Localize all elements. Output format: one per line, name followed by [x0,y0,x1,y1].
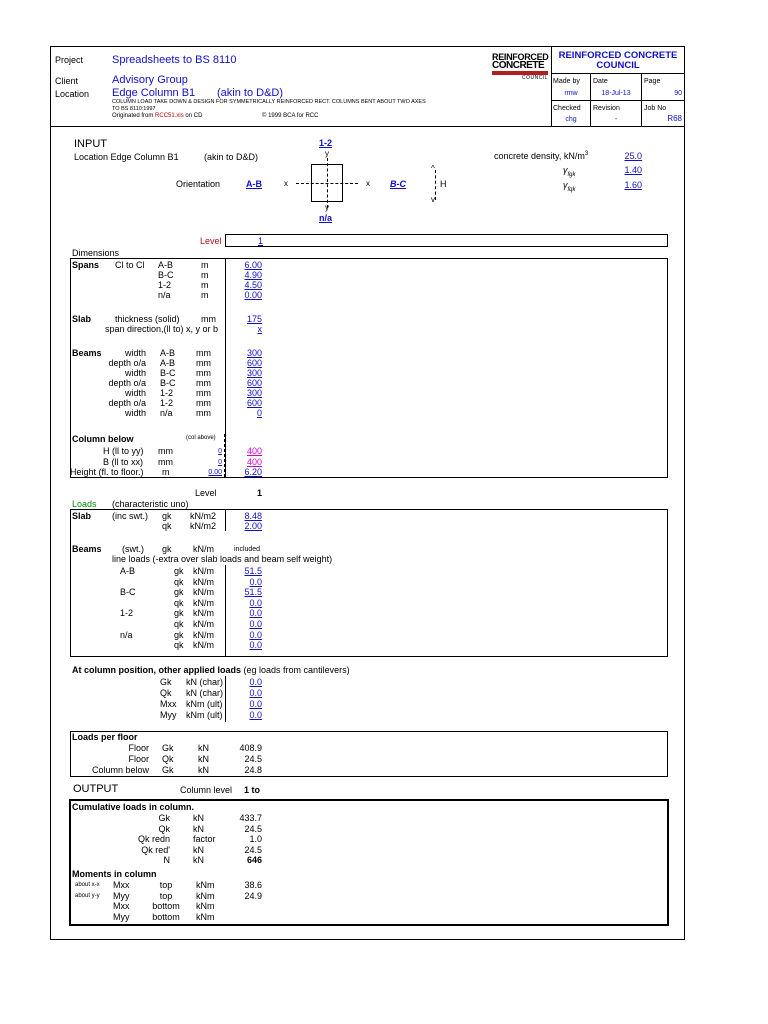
line-load-name: A-B [120,566,136,576]
slab-thickness-label: thickness (solid) [115,314,180,324]
cumulative-unit: factor [193,834,216,844]
beam-desc: depth o/a [108,378,146,388]
cumulative-name: N [163,855,170,865]
date-label: Date [593,78,608,85]
line-load-type: gk [174,629,184,640]
line-load-value[interactable]: 0.0 [249,629,262,640]
slab-direction-value[interactable]: x [257,324,262,334]
line-load-unit: kN/m [193,640,214,651]
loads-divider-bottom [225,565,226,657]
column-height-label: Height (fl. to floor.) [70,467,144,477]
line-load-unit: kN/m [193,629,214,640]
applied-unit: kN (char) [186,688,224,698]
moment-position: bottom [152,901,180,911]
beam-unit: mm [196,388,211,398]
cumulative-unit: kN [193,855,204,865]
line-load-type: qk [174,597,184,608]
line-load-value[interactable]: 0.0 [249,597,262,608]
line-load-type: qk [174,640,184,651]
column-h-label: H (ll to yy) [103,446,144,456]
span-value[interactable]: 6.00 [244,260,262,270]
location-note: (akin to D&D) [217,87,284,99]
loads-level-label: Level [195,488,217,498]
applied-name: Mxx [160,699,177,709]
per-floor-box [70,731,668,777]
line-load-value[interactable]: 0.0 [249,640,262,651]
description-line-1: COLUMN LOAD TAKE DOWN & DESIGN FOR SYMMETRICALLY REINFORCED RECT. COLUMNS BENT ABOUT TWO AXES [112,99,426,105]
beam-desc: width [124,388,146,398]
span-unit: m [201,260,209,270]
beam-value[interactable]: 300 [246,348,262,358]
beam-name: A-B [160,358,176,368]
span-value[interactable]: 4.50 [244,280,262,290]
per-floor-heading: Loads per floor [72,732,138,742]
span-name: A-B [158,260,174,270]
gamma-fqk-label: $\gamma_{fqk}$ [563,180,576,193]
originated-line: Originated from RCC51.xls on CD [112,113,203,119]
applied-value[interactable]: 0.0 [249,710,262,720]
beam-unit: mm [196,408,211,418]
revision-value: - [614,116,618,123]
applied-divider [225,676,226,722]
span-value[interactable]: 4.90 [244,270,262,280]
per-floor-type: Gk [162,743,174,753]
beam-desc: depth o/a [108,398,146,408]
moments-heading: Moments in column [72,869,157,879]
slab-qk-unit: kN/m2 [190,521,217,531]
beam-desc: width [124,368,146,378]
span-value[interactable]: 0.00 [244,290,262,300]
made-by-value: rmw [564,90,578,97]
per-floor-type: Qk [162,754,174,764]
cumulative-unit: kN [193,823,204,834]
slab-qk-label: qk [162,521,172,531]
slab-gk-label: gk [162,511,172,521]
cumulative-name: Gk [158,813,170,823]
span-unit: m [201,270,209,280]
gamma-fgk-value[interactable]: 1.40 [624,165,642,175]
line-load-unit: kN/m [193,566,214,576]
spans-sub: Cl to Cl [115,260,145,270]
logo-line-3: COUNCIL [521,75,548,81]
per-floor-value: 408.9 [239,743,262,753]
line-load-unit: kN/m [193,619,214,629]
rcc-logo [492,53,548,82]
orientation-label: Orientation [176,179,221,189]
moment-about: about x-x [75,882,100,888]
gamma-fgk-label: $\gamma_{fgk}$ [563,165,576,178]
density-label: concrete density, $kN/m^3$ [494,151,589,161]
diagram-x-axis [296,183,358,184]
level-label: Level [200,236,222,246]
applied-unit: kNm (ult) [186,699,223,709]
cumulative-value: 433.7 [239,813,262,823]
moment-position: top [159,890,173,901]
beam-value[interactable]: 0 [256,408,262,418]
slab-qk-value[interactable]: 2.00 [244,521,262,531]
span-unit: m [201,280,209,290]
loads-box [70,509,668,657]
span-unit: m [201,290,209,300]
per-floor-name: Column below [91,765,149,775]
line-load-type: gk [174,566,184,576]
column-b-unit: mm [158,457,173,467]
applied-name: Myy [160,710,177,720]
line-load-value[interactable]: 0.0 [249,608,262,619]
slab-gk-unit: kN/m2 [190,511,217,521]
applied-value[interactable]: 0.0 [249,699,262,709]
beam-value[interactable]: 300 [246,368,262,378]
column-height-value[interactable]: 6.20 [244,467,262,477]
per-floor-unit: kN [198,765,209,775]
line-load-value[interactable]: 0.0 [249,619,262,629]
slab-label: Slab [72,314,92,324]
beam-name: 1-2 [160,398,174,408]
moment-position: top [159,880,173,890]
column-h-above: 0 [218,448,222,455]
loads-level-value: 1 [257,488,263,498]
beam-unit: mm [196,368,211,378]
line-load-unit: kN/m [193,587,214,598]
job-value: R68 [667,114,682,123]
beam-name: B-C [160,368,176,378]
logo-line-1: REINFORCED [492,52,549,62]
line-load-value[interactable]: 0.0 [249,576,262,587]
revision-label: Revision [593,105,620,112]
line-load-type: qk [174,576,184,587]
diagram-y-top: y [325,149,329,158]
column-height-above: 0.00 [208,469,222,476]
line-load-type: gk [174,587,184,598]
beam-value[interactable]: 600 [246,358,262,368]
column-b-value[interactable]: 400 [246,457,262,467]
beam-value[interactable]: 600 [246,398,262,408]
page-label: Page [644,78,661,85]
beams-gk: gk [162,544,172,554]
moment-value: 38.6 [244,880,262,890]
h-dimension-line [435,170,436,200]
level-value[interactable]: 1 [258,236,264,246]
loads-heading-note: (characteristic uno) [112,499,189,509]
diagram-top-label: 1-2 [319,138,333,148]
diagram-right-label: B-C [390,179,406,189]
description-line-2: TO BS 8110:1997 [112,106,156,112]
h-arrow-up-icon: ^ [431,164,435,173]
diagram-y-bottom: y [325,203,329,212]
beam-value[interactable]: 300 [246,388,262,398]
column-above-label: (col above) [186,435,216,441]
input-location: Location Edge Column B1 [74,152,179,162]
dimensions-divider [225,258,226,478]
line-load-value[interactable]: 51.5 [244,587,262,598]
loads-heading: Loads [72,499,97,509]
applied-unit: kNm (ult) [186,710,223,720]
spans-label: Spans [72,260,100,270]
beam-name: B-C [160,378,176,388]
slab-gk-value[interactable]: 8.48 [244,511,262,521]
diagram-left-label: A-B [246,179,262,189]
client-label: Client [55,76,79,86]
info-rule-2 [551,100,685,101]
moment-name: Myy [113,911,130,922]
line-load-type: gk [174,608,184,619]
page-value: 90 [674,90,682,97]
line-load-name: n/a [120,629,133,640]
beam-name: 1-2 [160,388,174,398]
made-by-label: Made by [553,78,580,85]
moment-name: Mxx [113,880,130,890]
slab-thickness-value[interactable]: 175 [246,314,262,324]
per-floor-type: Gk [162,765,174,775]
checked-value: chg [565,116,577,123]
line-load-unit: kN/m [193,597,214,608]
cumulative-value: 646 [246,855,262,865]
per-floor-name: Floor [128,754,149,764]
beam-unit: mm [196,358,211,368]
date-value: 18-Jul-13 [601,90,631,97]
moment-unit: kNm [196,911,215,922]
per-floor-name: Floor [128,743,149,753]
council-title-1: REINFORCED CONCRETE [558,50,678,61]
slab-direction-label: span direction,(ll to) x, y or b [105,324,219,334]
cumulative-name: Qk redn [137,834,170,844]
line-load-unit: kN/m [193,608,214,619]
per-floor-value: 24.5 [244,754,262,764]
copyright: © 1999 BCA for RCC [262,113,319,119]
beam-name: A-B [160,348,176,358]
column-b-label: B (ll to xx) [103,457,144,467]
line-load-type: qk [174,619,184,629]
info-rule-1 [551,73,685,74]
checked-label: Checked [553,105,581,112]
job-label: Job No [644,105,667,112]
beam-value[interactable]: 600 [246,378,262,388]
output-heading: OUTPUT [73,783,119,795]
moment-position: bottom [152,911,180,922]
span-name: B-C [158,270,174,280]
column-height-unit: m [162,467,170,477]
density-value[interactable]: 25.0 [624,151,642,161]
gamma-fqk-value[interactable]: 1.60 [624,180,642,190]
h-arrow-down-icon: v [431,195,435,204]
origin-file: RCC51.xls [155,113,184,119]
applied-value[interactable]: 0.0 [249,677,262,687]
per-floor-unit: kN [198,754,209,764]
per-floor-unit: kN [198,743,209,753]
beam-name: n/a [160,408,173,418]
cumulative-name: Qk red' [141,844,170,855]
diagram-bottom-label: n/a [319,213,333,223]
cumulative-value: 24.5 [244,823,262,834]
beam-unit: mm [196,348,211,358]
moment-unit: kNm [196,880,215,890]
logo-line-2: CONCRETE [492,60,545,71]
input-heading: INPUT [74,138,107,150]
diagram-x-right: x [366,179,370,188]
moment-about: about y-y [75,892,100,899]
line-loads-text: line loads (-extra over slab loads and beam self weight) [112,554,333,564]
cumulative-heading: Cumulative loads in column. [72,802,195,812]
beams-label: Beams [72,348,102,358]
column-h-value[interactable]: 400 [246,446,262,456]
column-above-divider [224,434,225,477]
moment-unit: kNm [196,890,215,901]
loads-slab-label: Slab [72,511,92,521]
cumulative-unit: kN [193,813,204,823]
client-value: Advisory Group [112,74,188,86]
slab-thickness-unit: mm [201,314,216,324]
location-label: Location [55,89,90,99]
beam-unit: mm [196,398,211,408]
diagram-x-left: x [284,179,288,188]
moment-unit: kNm [196,901,215,911]
h-label: H [440,179,447,189]
project-label: Project [55,55,84,65]
line-load-name: B-C [120,587,136,598]
header-divider [50,126,685,127]
column-level-label: Column level [180,785,233,795]
applied-loads-line: At column position, other applied loads (eg loads from cantilevers) [72,665,350,675]
beam-unit: mm [196,378,211,388]
span-name: 1-2 [158,280,172,290]
cumulative-name: Qk [158,823,170,834]
beam-desc: width [124,348,146,358]
moment-name: Mxx [113,901,130,911]
level-box [225,234,668,247]
span-name: n/a [158,290,171,300]
loads-slab-note: (inc swt.) [112,511,148,521]
cumulative-value: 1.0 [249,834,262,844]
dimensions-heading: Dimensions [72,248,120,258]
cumulative-value: 24.5 [244,844,262,855]
line-load-unit: kN/m [193,576,214,587]
location-value: Edge Column B1 [112,87,196,99]
column-b-above: 0 [218,459,222,466]
line-load-value[interactable]: 51.5 [244,566,262,576]
applied-value[interactable]: 0.0 [249,688,262,698]
project-value: Spreadsheets to BS 8110 [112,54,237,66]
per-floor-value: 24.8 [244,765,262,775]
beam-desc: depth o/a [108,358,146,368]
column-h-unit: mm [158,446,173,456]
beam-desc: width [124,408,146,418]
applied-name: Qk [160,688,172,698]
applied-unit: kN (char) [186,677,224,687]
moment-value: 24.9 [244,890,262,901]
cumulative-unit: kN [193,844,204,855]
loads-beams-label: Beams [72,544,102,554]
column-below-label: Column below [72,434,134,444]
line-load-name: 1-2 [120,608,134,619]
council-title-2: COUNCIL [596,60,640,71]
loads-divider-top [225,509,226,531]
beams-swt: (swt.) [122,544,144,554]
column-level-value: 1 to [244,785,261,795]
input-location-note: (akin to D&D) [204,152,259,162]
beams-included: included [234,546,261,553]
applied-name: Gk [160,677,172,687]
beams-unit: kN/m [193,544,214,554]
moment-name: Myy [113,890,130,901]
